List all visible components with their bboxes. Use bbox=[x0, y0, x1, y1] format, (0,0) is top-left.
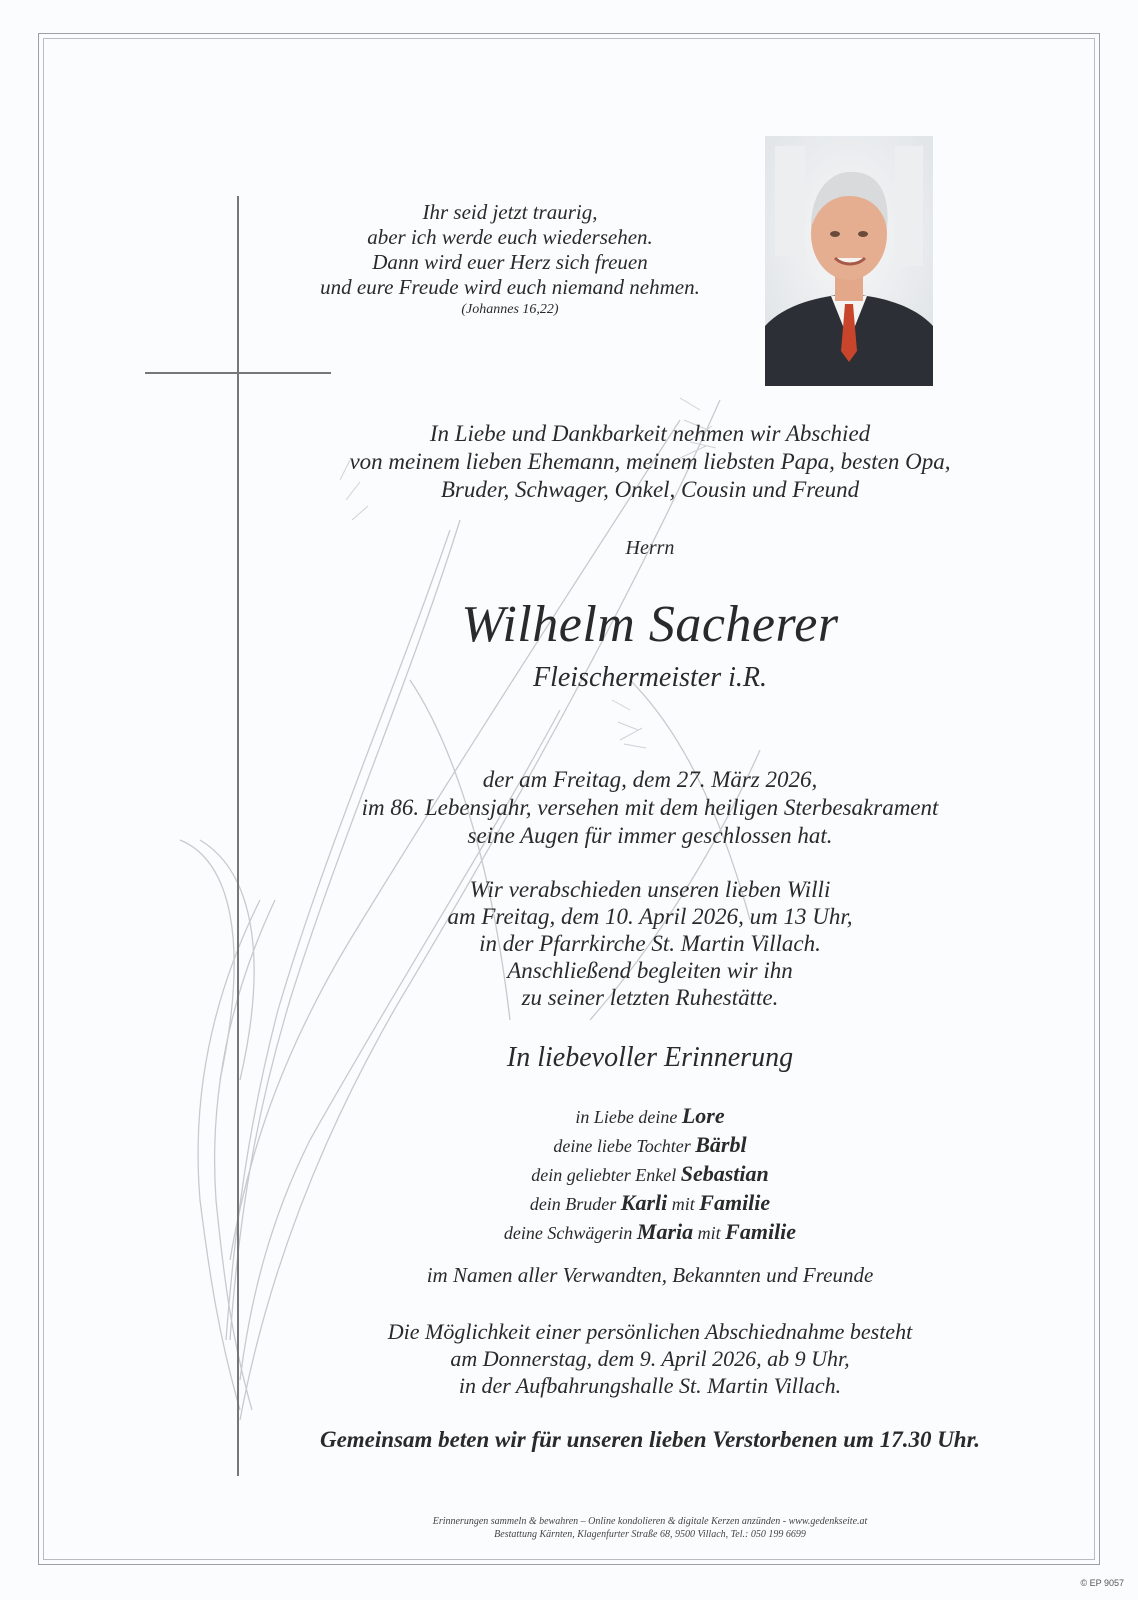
viewing-line: in der Aufbahrungshalle St. Martin Villach. bbox=[458, 1373, 842, 1398]
verse-reference: (Johannes 16,22) bbox=[461, 302, 559, 317]
footer-line: Erinnerungen sammeln & bewahren – Online kondolieren & digitale Kerzen anzünden - www.gedenkseite.at bbox=[432, 1516, 868, 1527]
document-code: © EP 9057 bbox=[1080, 1578, 1124, 1588]
death-line: im 86. Lebensjahr, versehen mit dem heiligen Sterbesakrament bbox=[361, 795, 939, 820]
family-member bbox=[300, 1160, 1000, 1189]
family-member bbox=[300, 1218, 1000, 1247]
family-member bbox=[300, 1102, 1000, 1131]
family-name: Karli bbox=[620, 1190, 668, 1215]
family-relation: in Liebe deine bbox=[575, 1107, 678, 1127]
family-relation: dein geliebter Enkel bbox=[531, 1165, 677, 1185]
death-announcement bbox=[300, 766, 1000, 850]
intro-line: In Liebe und Dankbarkeit nehmen wir Abschied bbox=[429, 421, 871, 446]
verse-line: aber ich werde euch wiedersehen. bbox=[367, 225, 653, 249]
prayer-announcement: Gemeinsam beten wir für unseren lieben Verstorbenen um 17.30 Uhr. bbox=[319, 1427, 981, 1452]
family-name: Maria bbox=[636, 1219, 694, 1244]
family-relation: deine liebe Tochter bbox=[553, 1136, 691, 1156]
service-line: Anschließend begleiten wir ihn bbox=[507, 958, 793, 983]
footer-line: Bestattung Kärnten, Klagenfurter Straße 68, 9500 Villach, Tel.: 050 199 6699 bbox=[494, 1529, 806, 1540]
memory-heading: In liebevoller Erinnerung bbox=[506, 1042, 794, 1073]
family-suffix: Familie bbox=[699, 1190, 771, 1215]
viewing-line: am Donnerstag, dem 9. April 2026, ab 9 Uhr, bbox=[450, 1346, 850, 1371]
family-name: Bärbl bbox=[695, 1132, 747, 1157]
verse-line: und eure Freude wird euch niemand nehmen. bbox=[320, 275, 700, 299]
deceased-name: Wilhelm Sacherer bbox=[461, 596, 839, 653]
death-line: der am Freitag, dem 27. März 2026, bbox=[482, 767, 818, 792]
family-name: Lore bbox=[681, 1103, 725, 1128]
intro-line: Bruder, Schwager, Onkel, Cousin und Freund bbox=[440, 477, 860, 502]
viewing-info bbox=[300, 1318, 1000, 1399]
service-line: am Freitag, dem 10. April 2026, um 13 Uhr, bbox=[447, 904, 853, 929]
family-list bbox=[300, 1102, 1000, 1247]
bible-verse bbox=[300, 200, 720, 300]
portrait-photo bbox=[765, 136, 933, 386]
family-member bbox=[300, 1131, 1000, 1160]
viewing-line: Die Möglichkeit einer persönlichen Abschiednahme besteht bbox=[387, 1319, 913, 1344]
on-behalf-line: im Namen aller Verwandten, Bekannten und Freunde bbox=[426, 1263, 874, 1287]
family-relation: dein Bruder bbox=[529, 1194, 617, 1214]
verse-line: Ihr seid jetzt traurig, bbox=[422, 200, 598, 224]
service-line: in der Pfarrkirche St. Martin Villach. bbox=[479, 931, 821, 956]
death-line: seine Augen für immer geschlossen hat. bbox=[467, 823, 833, 848]
family-relation: deine Schwägerin bbox=[503, 1223, 633, 1243]
deceased-title: Fleischermeister i.R. bbox=[532, 662, 768, 693]
funeral-service bbox=[350, 876, 950, 1011]
family-connector: mit bbox=[671, 1194, 695, 1214]
family-name: Sebastian bbox=[680, 1161, 769, 1186]
intro-text bbox=[300, 420, 1000, 504]
salutation: Herrn bbox=[625, 537, 675, 559]
service-line: Wir verabschieden unseren lieben Willi bbox=[469, 877, 831, 902]
family-connector: mit bbox=[697, 1223, 721, 1243]
family-suffix: Familie bbox=[725, 1219, 797, 1244]
verse-line: Dann wird euer Herz sich freuen bbox=[372, 250, 648, 274]
footer bbox=[300, 1515, 1000, 1541]
cross-vertical bbox=[237, 196, 239, 1476]
intro-line: von meinem lieben Ehemann, meinem liebsten Papa, besten Opa, bbox=[349, 449, 951, 474]
service-line: zu seiner letzten Ruhestätte. bbox=[521, 985, 779, 1010]
cross-horizontal bbox=[145, 372, 331, 374]
family-member bbox=[300, 1189, 1000, 1218]
